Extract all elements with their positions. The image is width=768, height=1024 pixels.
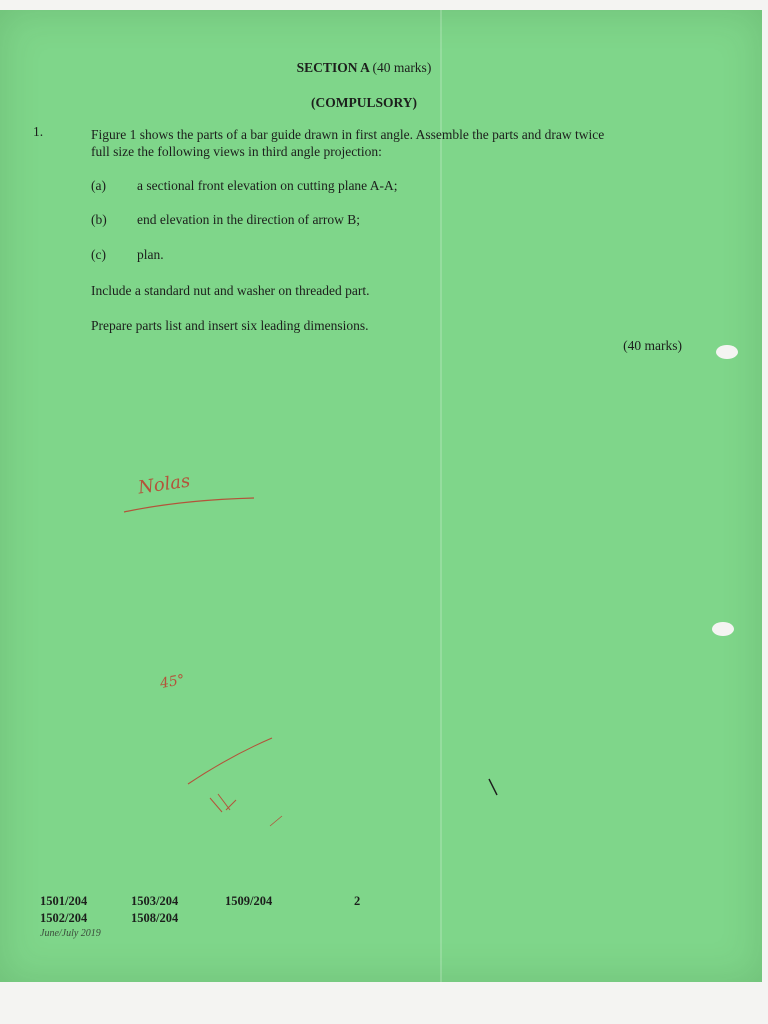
- section-marks: (40 marks): [372, 60, 432, 75]
- course-code: 1503/204: [131, 894, 179, 908]
- prepare-note: Prepare parts list and insert six leading dimensions.: [91, 318, 369, 333]
- item-c-text: plan.: [137, 247, 164, 262]
- exam-date: June/July 2019: [40, 928, 101, 939]
- question-number: 1.: [33, 124, 44, 139]
- pen-strokes: [180, 730, 290, 840]
- punch-hole: [712, 622, 734, 636]
- course-code: 1502/204: [40, 911, 88, 925]
- item-c-letter: (c): [91, 247, 106, 262]
- item-b-letter: (b): [91, 212, 107, 227]
- course-code: 1508/204: [131, 911, 179, 925]
- item-a-letter: (a): [91, 178, 106, 193]
- question-marks: (40 marks): [623, 338, 682, 353]
- section-heading: [0, 60, 728, 76]
- page-number: 2: [354, 894, 361, 908]
- section-title: SECTION A: [296, 60, 370, 75]
- course-code: 1501/204: [40, 894, 88, 908]
- handwritten-note: Nolas: [136, 470, 192, 499]
- compulsory-label: (COMPULSORY): [310, 95, 418, 110]
- item-b-text: end elevation in the direction of arrow B;: [137, 212, 361, 227]
- question-intro-line2: full size the following views in third angle projection:: [91, 144, 382, 159]
- pen-mark: [486, 776, 500, 798]
- punch-hole: [716, 345, 738, 359]
- item-a-text: a sectional front elevation on cutting plane A-A;: [137, 178, 398, 193]
- question-intro-line1: Figure 1 shows the parts of a bar guide drawn in first angle. Assemble the parts and draw twice: [91, 127, 605, 142]
- handwritten-angle: 45°: [158, 671, 187, 693]
- course-code: 1509/204: [225, 894, 273, 908]
- include-note: Include a standard nut and washer on threaded part.: [91, 283, 370, 298]
